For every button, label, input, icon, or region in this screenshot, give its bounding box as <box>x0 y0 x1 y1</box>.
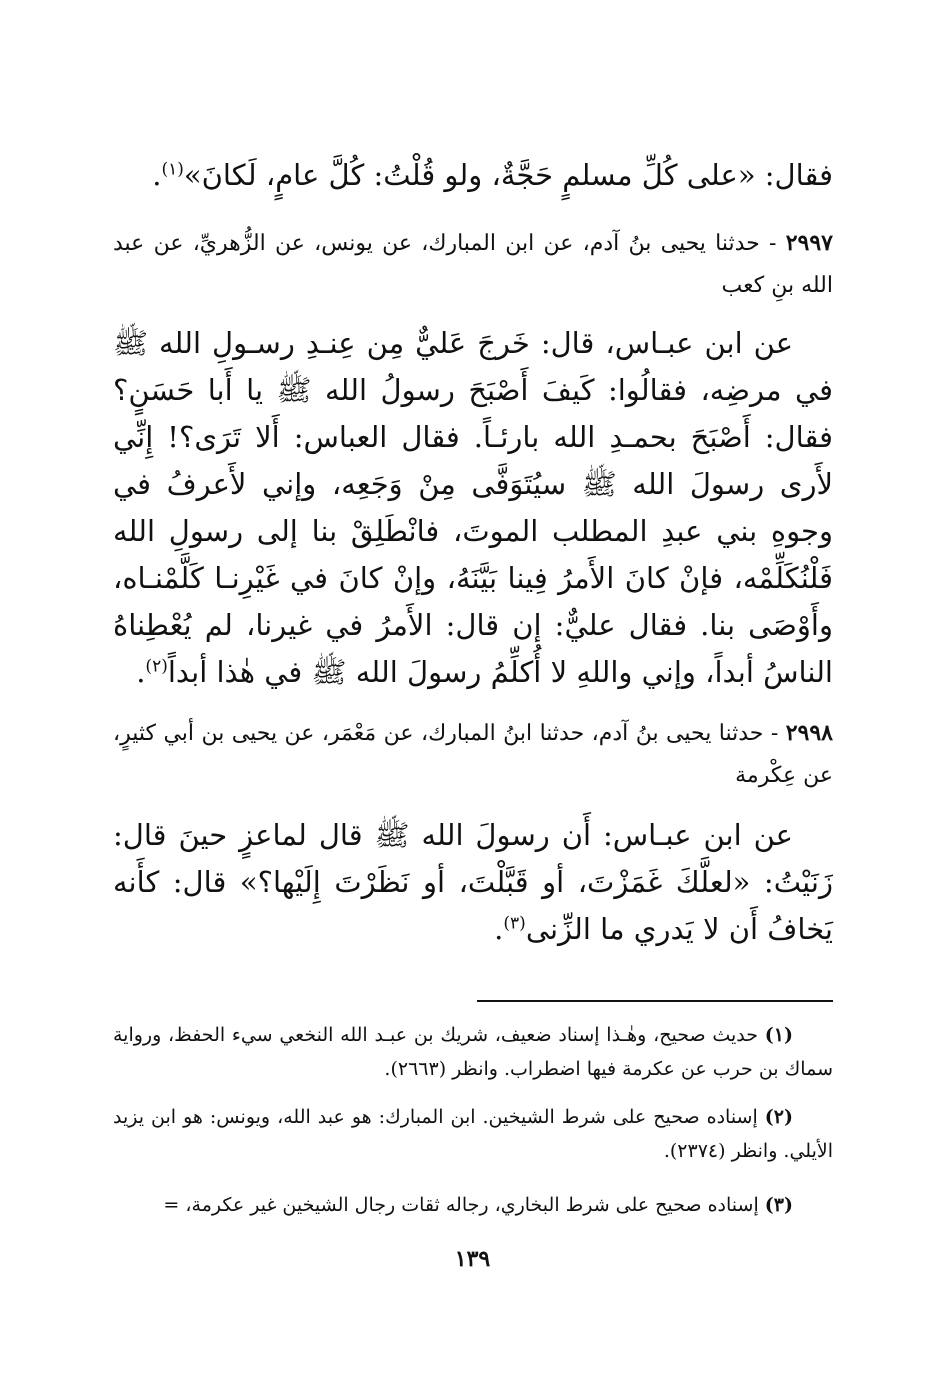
hadith-number-2997: ٢٩٩٧ <box>785 230 833 256</box>
intro-line <box>113 152 833 199</box>
footnote-number: (٣) <box>764 1194 793 1216</box>
matn-end: . <box>136 655 146 689</box>
footnote-number: (٢) <box>764 1106 793 1128</box>
footnote-text: حديث صحيح، وهٰـذا إسناد ضعيف، شريك بن عبـد الله النخعي سيء الحفظ، ورواية سماك بن حرب عن عكرمة فيها اضطراب. وانظر (٢٦٦٣). <box>113 1024 833 1080</box>
footnote-text: إسناده صحيح على شرط البخاري، رجاله ثقات رجال الشيخين غير عكرمة، = <box>163 1194 759 1216</box>
intro-end: . <box>152 158 162 192</box>
hadith-2998-text <box>113 812 833 953</box>
hadith-2998-isnad <box>113 712 833 797</box>
footnote-divider <box>477 1000 833 1002</box>
footnote-3 <box>113 1188 833 1222</box>
matn-end: . <box>494 912 504 946</box>
matn-text: عن ابن عبـاس: أَن رسولَ الله ﷺ قال لماعزٍ حينَ قال: زَنَيْتُ: «لعلَّكَ غَمَزْتَ، أو قَبَّلْتَ، أو نَظَرْتَ إِلَيْها؟» قال: كأَنه يَخافُ أَن لا يَدري ما الزِّنى <box>113 818 833 946</box>
footnote-ref-3: (٣) <box>503 913 526 934</box>
footnote-number: (١) <box>764 1024 793 1046</box>
footnote-ref-1: (١) <box>161 159 184 180</box>
hadith-2997-text <box>113 320 833 696</box>
footnote-1 <box>113 1018 833 1086</box>
hadith-2997-isnad <box>113 222 833 307</box>
isnad-text: - حدثنا يحيى بنُ آدم، عن ابن المبارك، عن يونس، عن الزُّهريِّ، عن عبد الله بنِ كعب <box>113 231 833 298</box>
footnote-text: إسناده صحيح على شرط الشيخين. ابن المبارك: هو عبد الله، ويونس: هو ابن يزيد الأيلي. وانظر (٢٣٧٤). <box>113 1106 833 1162</box>
hadith-number-2998: ٢٩٩٨ <box>785 720 833 746</box>
footnote-2 <box>113 1100 833 1168</box>
page-number: ١٣٩ <box>454 1246 491 1272</box>
matn-text: عن ابن عبـاس، قال: خَرجَ عَليٌّ مِن عِنـدِ رسـولِ الله ﷺ في مرضِه، فقالُوا: كَيفَ أَصْبَحَ رسولُ الله ﷺ يا أَبا حَسَنٍ؟ فقال: أَصْبَحَ بحمـدِ الله بارئـاً. فقال العباس: أَلا تَرَى؟! إِنِّي لأَرى رسولَ الله ﷺ سيُتَوَفَّى مِنْ وَجَعِه، وإني لأَعرفُ في وجوهِ بني عبدِ المطلب الموتَ، فانْطَلِقْ بنا إلى رسولِ الله فَلْنُكَلِّمْه، فإنْ كانَ الأَمرُ فِينا بَيَّنَهُ، وإنْ كانَ في غَيْرِنـا كَلَّمْنـاه، وأَوْصَى بنا. فقال عليٌّ: إن قال: الأَمرُ في غيرنا، لم يُعْطِناهُ الناسُ أبداً، وإني واللهِ لا أُكلِّمُ رسولَ الله ﷺ في هٰذا أبداً <box>113 326 833 689</box>
intro-text: فقال: «على كُلِّ مسلمٍ حَجَّةٌ، ولو قُلْتُ: كُلَّ عامٍ، لَكانَ» <box>183 158 833 192</box>
isnad-text: - حدثنا يحيى بنُ آدم، حدثنا ابنُ المبارك، عن مَعْمَر، عن يحيى بن أبي كثيرٍ، عن عِكْرمة <box>113 721 833 788</box>
footnote-ref-2: (٢) <box>145 656 168 677</box>
